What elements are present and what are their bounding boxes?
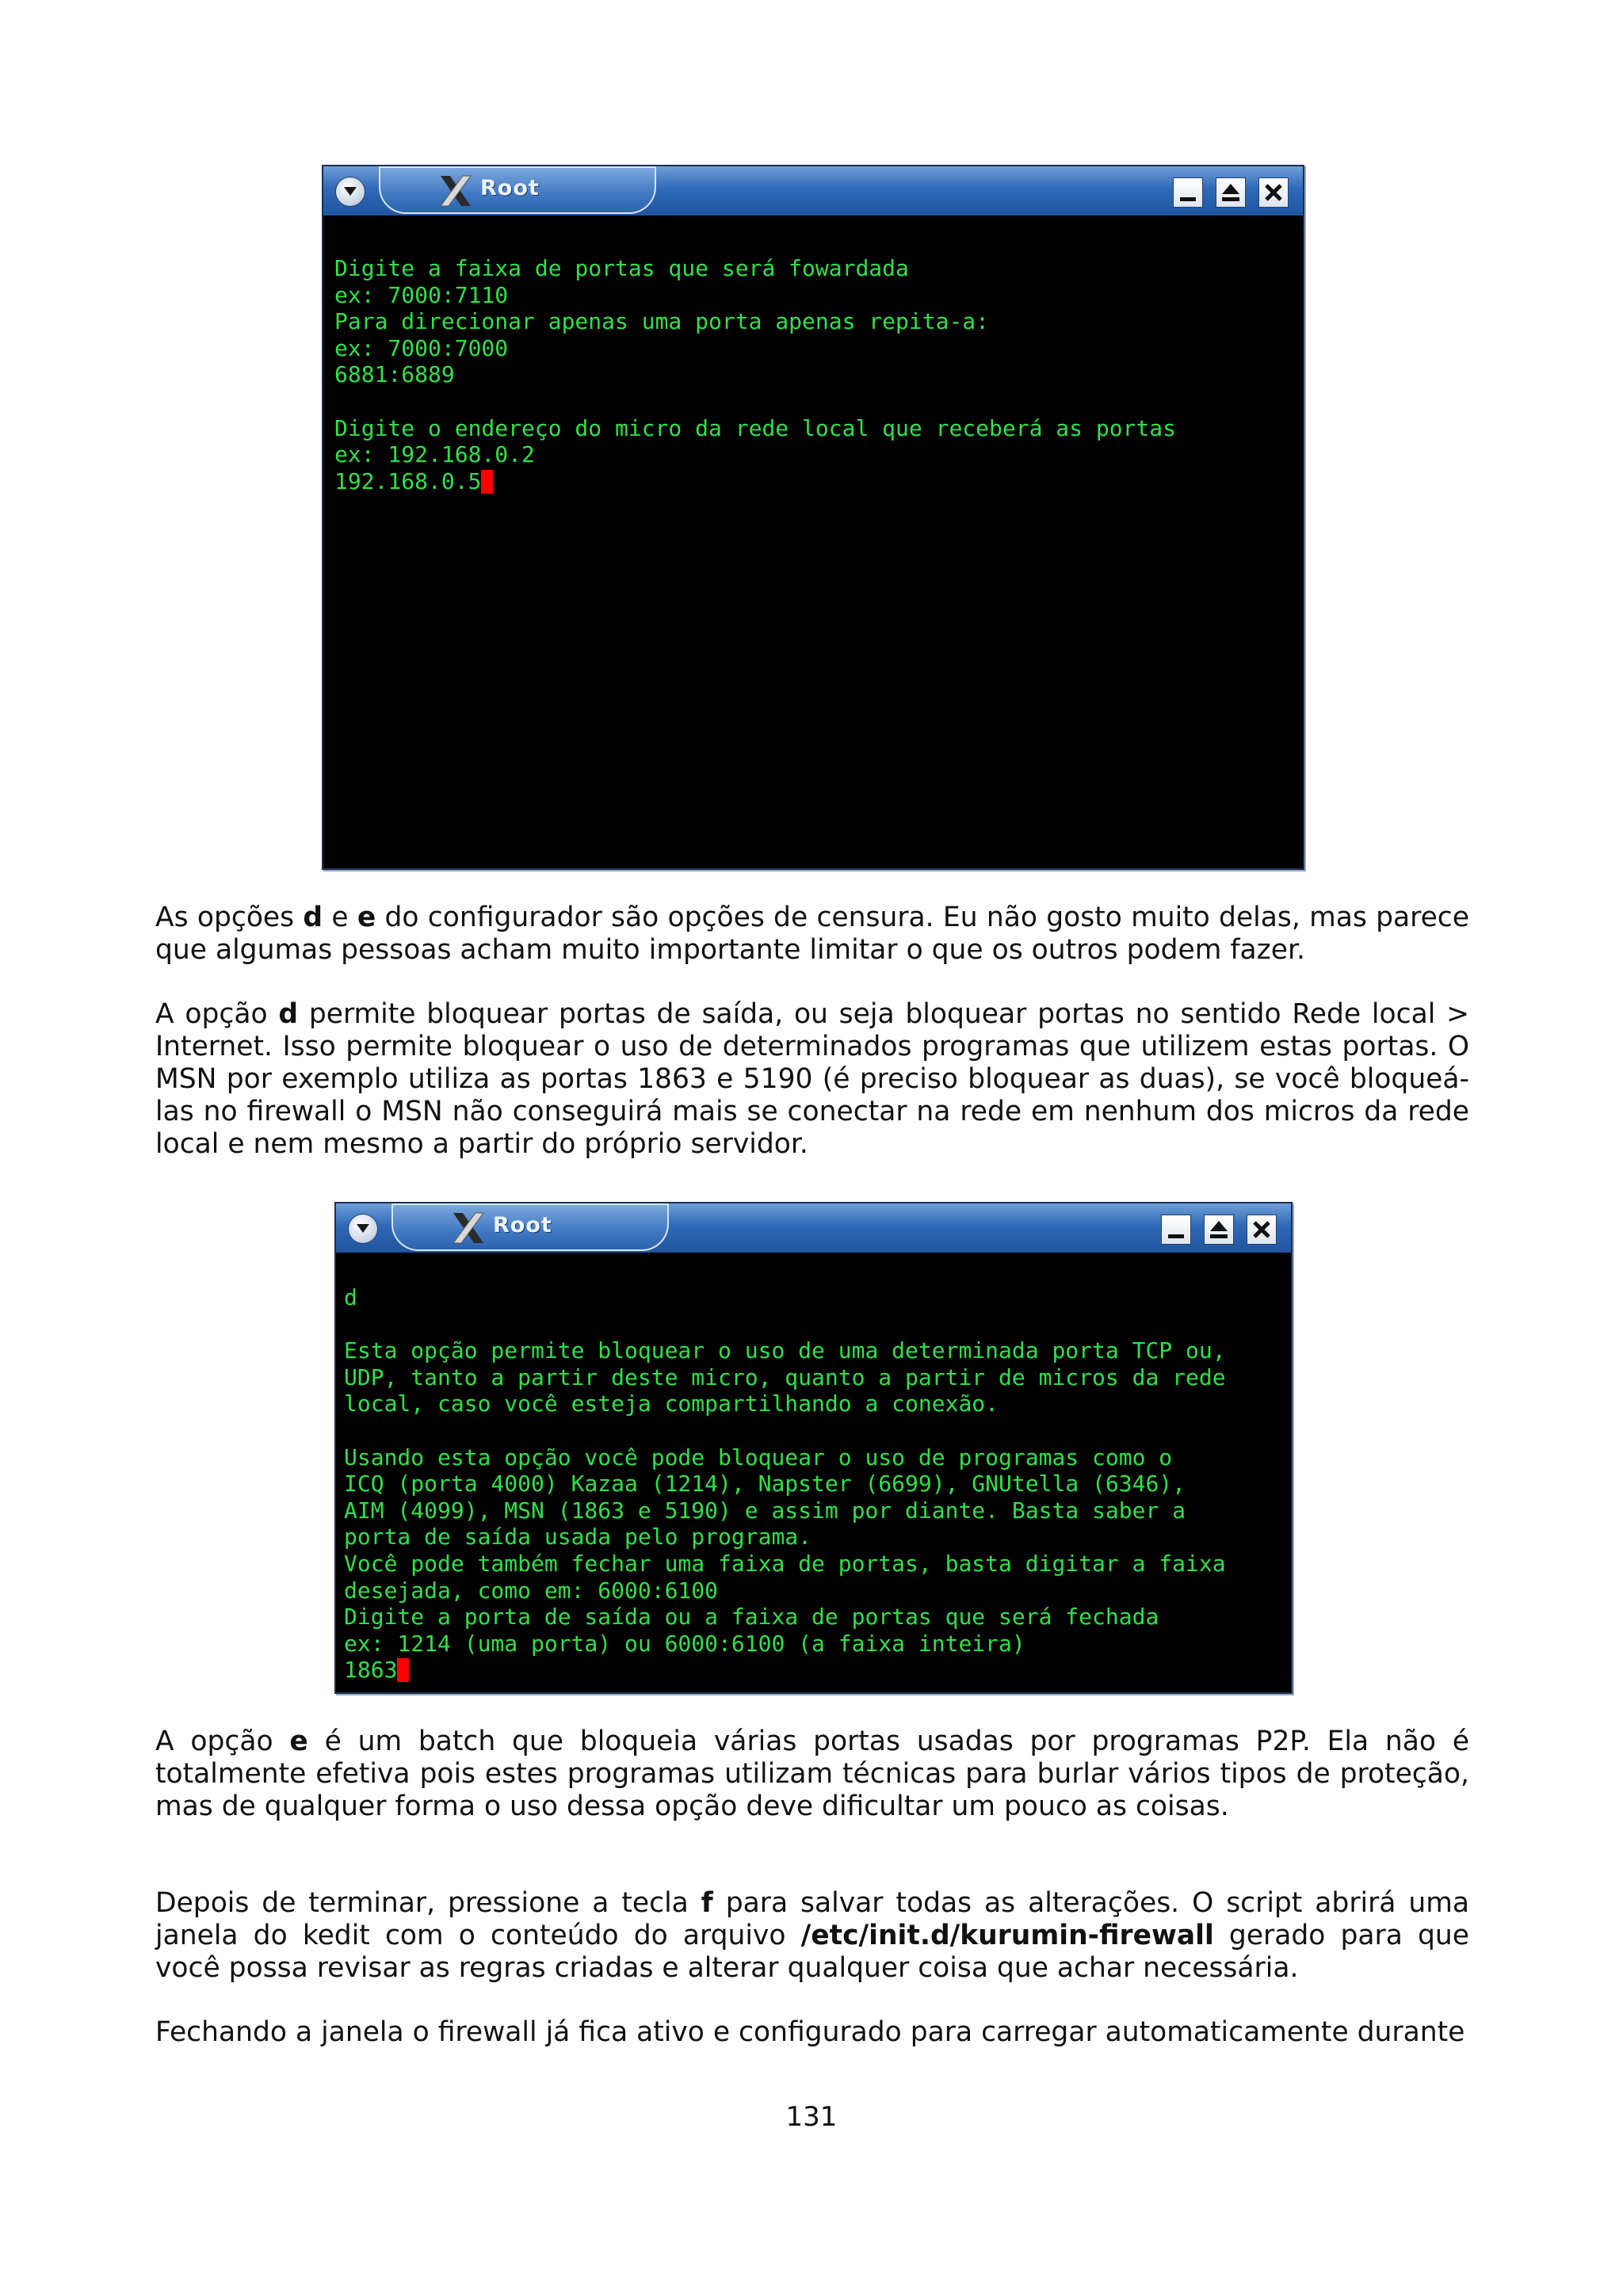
window-menu-icon[interactable] bbox=[336, 177, 365, 206]
paragraph-option-d: A opção d permite bloquear portas de saída, ou seja bloquear portas no sentido Rede local > Internet. Isso permite bloquear o uso de determinados programas que utilizem estas portas. O MSN por exemplo utiliza as portas 1863 e 5190 (é preciso bloquear as duas), se você bloqueá-las no firewall o MSN não conseguirá mais se conectar na rede em nenhum dos micros da rede local e nem mesmo a partir do próprio servidor. bbox=[155, 998, 1469, 1160]
terminal-input[interactable]: 1863 bbox=[344, 1657, 398, 1684]
paragraph-closing-window: Fechando a janela o firewall já fica ativo e configurado para carregar automaticamente durante bbox=[155, 2016, 1465, 2048]
terminal-line: Para direcionar apenas uma porta apenas repita-a: bbox=[334, 308, 990, 335]
paragraph-save-changes: Depois de terminar, pressione a tecla f para salvar todas as alterações. O script abrirá uma janela do kedit com o conteúdo do arquivo /etc/init.d/kurumin-firewall gerado para que você possa revisar as regras criadas e alterar qualquer coisa que achar necessária. bbox=[155, 1887, 1470, 1984]
maximize-button[interactable] bbox=[1204, 1215, 1234, 1245]
text-cursor bbox=[481, 470, 493, 494]
title-tab bbox=[379, 166, 656, 214]
text-cursor bbox=[397, 1658, 409, 1682]
window-menu-icon[interactable] bbox=[349, 1215, 377, 1243]
minimize-button[interactable] bbox=[1161, 1215, 1191, 1245]
page-number: 131 bbox=[785, 2101, 838, 2133]
terminal-line: desejada, como em: 6000:6100 bbox=[344, 1577, 719, 1604]
close-button[interactable] bbox=[1247, 1215, 1277, 1245]
terminal-line: ex: 1214 (uma porta) ou 6000:6100 (a faixa inteira) bbox=[344, 1630, 1025, 1657]
terminal-line: porta de saída usada pelo programa. bbox=[344, 1524, 812, 1550]
terminal-line: Esta opção permite bloquear o uso de uma determinada porta TCP ou, bbox=[344, 1337, 1226, 1364]
terminal-line: Digite a porta de saída ou a faixa de portas que será fechada bbox=[344, 1604, 1159, 1630]
terminal-output[interactable] bbox=[341, 1253, 1286, 1688]
terminal-line: Usando esta opção você pode bloquear o uso de programas como o bbox=[344, 1444, 1173, 1470]
terminal-window-2 bbox=[334, 1202, 1293, 1694]
title-tab bbox=[391, 1203, 669, 1251]
paragraph-option-e: A opção e é um batch que bloqueia várias portas usadas por programas P2P. Ela não é totalmente efetiva pois estes programas utilizam técnicas para burlar vários tipos de proteção, mas de qualquer forma o uso dessa opção deve dificultar um pouco as coisas. bbox=[155, 1726, 1469, 1822]
terminal-output[interactable] bbox=[328, 215, 1298, 864]
terminal-line: UDP, tanto a partir deste micro, quanto a partir de micros da rede bbox=[344, 1363, 1226, 1390]
maximize-button[interactable] bbox=[1216, 177, 1246, 208]
terminal-line: AIM (4099), MSN (1863 e 5190) e assim por diante. Basta saber a bbox=[344, 1497, 1186, 1524]
terminal-line: Digite o endereço do micro da rede local que receberá as portas bbox=[334, 414, 1177, 441]
x-logo-icon bbox=[450, 1210, 487, 1246]
window-title: Root bbox=[493, 1213, 552, 1238]
terminal-line bbox=[334, 388, 1298, 415]
minimize-button[interactable] bbox=[1173, 177, 1203, 208]
terminal-line: Você pode também fechar uma faixa de portas, basta digitar a faixa bbox=[344, 1550, 1226, 1577]
terminal-line: 6881:6889 bbox=[334, 361, 455, 388]
title-bar[interactable] bbox=[336, 1203, 1291, 1253]
terminal-line: ex: 7000:7000 bbox=[334, 334, 509, 361]
close-button[interactable] bbox=[1258, 177, 1289, 208]
terminal-line: ICQ (porta 4000) Kazaa (1214), Napster (6699), GNUtella (6346), bbox=[344, 1470, 1186, 1497]
x-logo-icon bbox=[437, 173, 474, 209]
window-title: Root bbox=[480, 176, 540, 200]
terminal-input-line[interactable] bbox=[334, 468, 1298, 495]
terminal-line bbox=[344, 1417, 1286, 1444]
paragraph-censorship-options: As opções d e e do configurador são opções de censura. Eu não gosto muito delas, mas parece que algumas pessoas acham muito importante limitar o que os outros podem fazer. bbox=[155, 902, 1469, 966]
terminal-input[interactable]: 192.168.0.5 bbox=[334, 467, 482, 494]
terminal-line: d bbox=[344, 1284, 357, 1310]
terminal-input-line[interactable] bbox=[344, 1657, 1286, 1684]
terminal-window-1 bbox=[322, 165, 1304, 870]
terminal-line: ex: 192.168.0.2 bbox=[334, 441, 535, 468]
title-bar[interactable] bbox=[323, 166, 1303, 215]
terminal-line: local, caso você esteja compartilhando a conexão. bbox=[344, 1390, 999, 1417]
terminal-line: ex: 7000:7110 bbox=[334, 281, 509, 308]
terminal-line: Digite a faixa de portas que será fowardada bbox=[334, 255, 909, 281]
terminal-line bbox=[344, 1311, 1286, 1338]
